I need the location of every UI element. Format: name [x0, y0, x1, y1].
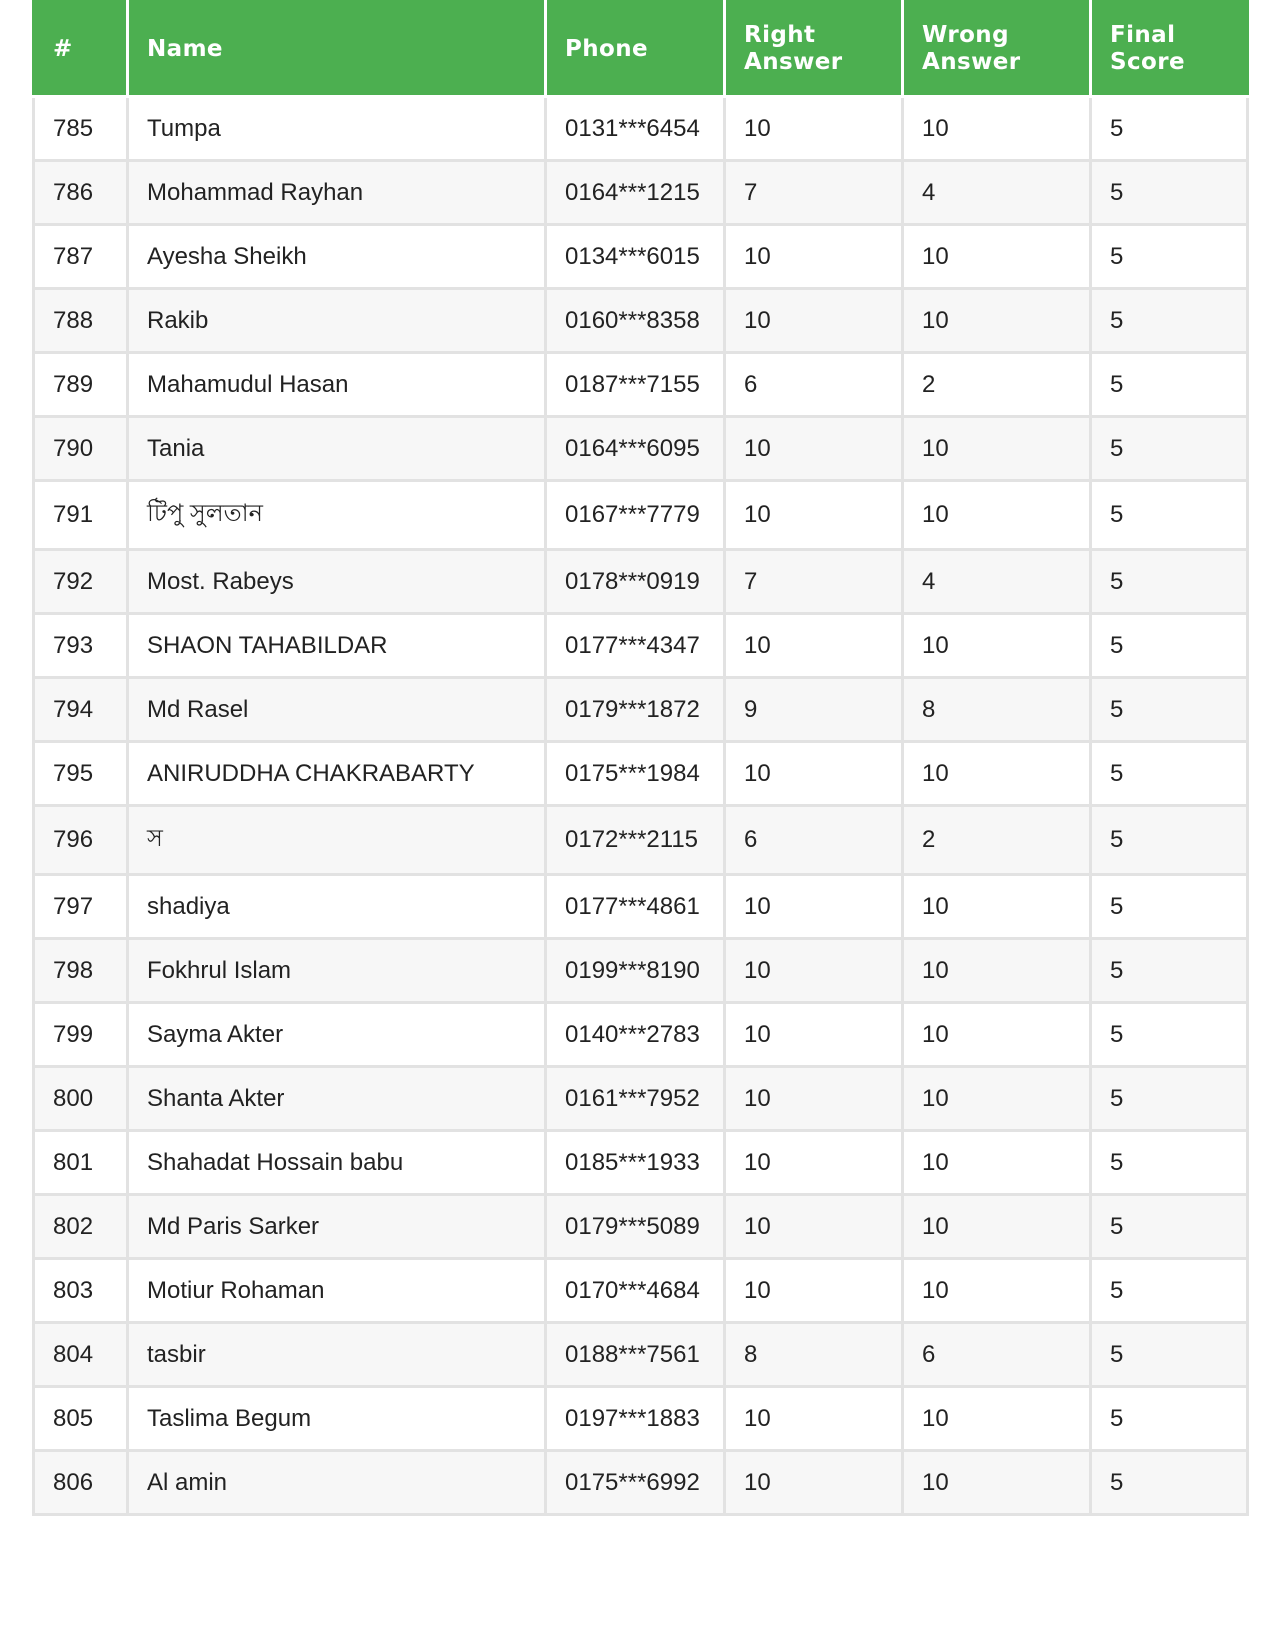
cell-wrong-answer: 10 [903, 1259, 1091, 1323]
header-name: Name [128, 2, 546, 97]
table-header [34, 2, 1248, 97]
cell-right-answer: 10 [725, 417, 903, 481]
cell-final-score: 5 [1091, 678, 1248, 742]
table-row [34, 1259, 1248, 1323]
cell-number: 787 [34, 225, 128, 289]
cell-number: 785 [34, 97, 128, 161]
cell-right-answer: 10 [725, 939, 903, 1003]
cell-phone: 0197***1883 [546, 1387, 725, 1451]
table-row [34, 1451, 1248, 1515]
table-row [34, 875, 1248, 939]
cell-number: 803 [34, 1259, 128, 1323]
cell-right-answer: 10 [725, 1131, 903, 1195]
table-row [34, 225, 1248, 289]
cell-number: 797 [34, 875, 128, 939]
cell-number: 795 [34, 742, 128, 806]
results-table [32, 0, 1249, 1516]
cell-phone: 0161***7952 [546, 1067, 725, 1131]
cell-right-answer: 10 [725, 225, 903, 289]
cell-phone: 0134***6015 [546, 225, 725, 289]
cell-final-score: 5 [1091, 1067, 1248, 1131]
cell-wrong-answer: 10 [903, 1067, 1091, 1131]
cell-right-answer: 9 [725, 678, 903, 742]
cell-name: টিপু সুলতান [128, 481, 546, 550]
cell-wrong-answer: 10 [903, 1451, 1091, 1515]
cell-wrong-answer: 10 [903, 1195, 1091, 1259]
table-row [34, 939, 1248, 1003]
cell-name: Taslima Begum [128, 1387, 546, 1451]
header-final-score: Final Score [1091, 2, 1248, 97]
cell-name: Tania [128, 417, 546, 481]
cell-final-score: 5 [1091, 742, 1248, 806]
cell-wrong-answer: 6 [903, 1323, 1091, 1387]
cell-wrong-answer: 4 [903, 550, 1091, 614]
cell-name: ANIRUDDHA CHAKRABARTY [128, 742, 546, 806]
cell-name: স [128, 806, 546, 875]
table-row [34, 1323, 1248, 1387]
cell-wrong-answer: 10 [903, 742, 1091, 806]
cell-phone: 0167***7779 [546, 481, 725, 550]
cell-name: tasbir [128, 1323, 546, 1387]
cell-number: 793 [34, 614, 128, 678]
table-body [34, 97, 1248, 1515]
cell-right-answer: 7 [725, 161, 903, 225]
cell-phone: 0187***7155 [546, 353, 725, 417]
cell-name: Rakib [128, 289, 546, 353]
cell-wrong-answer: 2 [903, 353, 1091, 417]
cell-right-answer: 10 [725, 1451, 903, 1515]
table-row [34, 353, 1248, 417]
cell-name: Fokhrul Islam [128, 939, 546, 1003]
cell-right-answer: 6 [725, 353, 903, 417]
cell-wrong-answer: 10 [903, 1131, 1091, 1195]
cell-final-score: 5 [1091, 225, 1248, 289]
table-row [34, 417, 1248, 481]
cell-right-answer: 7 [725, 550, 903, 614]
cell-right-answer: 10 [725, 1195, 903, 1259]
header-phone: Phone [546, 2, 725, 97]
cell-wrong-answer: 10 [903, 1387, 1091, 1451]
cell-wrong-answer: 10 [903, 875, 1091, 939]
table-row [34, 97, 1248, 161]
cell-final-score: 5 [1091, 550, 1248, 614]
cell-name: Md Paris Sarker [128, 1195, 546, 1259]
cell-number: 798 [34, 939, 128, 1003]
cell-number: 790 [34, 417, 128, 481]
cell-number: 788 [34, 289, 128, 353]
cell-wrong-answer: 10 [903, 614, 1091, 678]
cell-phone: 0177***4861 [546, 875, 725, 939]
cell-name: Shahadat Hossain babu [128, 1131, 546, 1195]
cell-right-answer: 10 [725, 875, 903, 939]
cell-phone: 0185***1933 [546, 1131, 725, 1195]
table-row [34, 1131, 1248, 1195]
table-row [34, 1003, 1248, 1067]
cell-wrong-answer: 2 [903, 806, 1091, 875]
cell-name: Md Rasel [128, 678, 546, 742]
cell-phone: 0177***4347 [546, 614, 725, 678]
cell-final-score: 5 [1091, 1259, 1248, 1323]
cell-phone: 0131***6454 [546, 97, 725, 161]
cell-wrong-answer: 10 [903, 97, 1091, 161]
header-number: # [34, 2, 128, 97]
cell-wrong-answer: 10 [903, 225, 1091, 289]
cell-final-score: 5 [1091, 289, 1248, 353]
cell-final-score: 5 [1091, 1131, 1248, 1195]
cell-wrong-answer: 4 [903, 161, 1091, 225]
cell-phone: 0175***6992 [546, 1451, 725, 1515]
cell-phone: 0164***1215 [546, 161, 725, 225]
cell-phone: 0199***8190 [546, 939, 725, 1003]
table-row [34, 806, 1248, 875]
cell-name: Sayma Akter [128, 1003, 546, 1067]
cell-number: 786 [34, 161, 128, 225]
header-wrong-answer: Wrong Answer [903, 2, 1091, 97]
cell-number: 796 [34, 806, 128, 875]
table-row [34, 678, 1248, 742]
cell-right-answer: 10 [725, 1067, 903, 1131]
cell-number: 806 [34, 1451, 128, 1515]
cell-number: 789 [34, 353, 128, 417]
cell-final-score: 5 [1091, 161, 1248, 225]
cell-name: Tumpa [128, 97, 546, 161]
cell-final-score: 5 [1091, 1003, 1248, 1067]
header-row [34, 2, 1248, 97]
cell-name: Most. Rabeys [128, 550, 546, 614]
cell-final-score: 5 [1091, 939, 1248, 1003]
cell-phone: 0160***8358 [546, 289, 725, 353]
cell-number: 794 [34, 678, 128, 742]
header-right-answer: Right Answer [725, 2, 903, 97]
cell-right-answer: 10 [725, 1003, 903, 1067]
cell-phone: 0170***4684 [546, 1259, 725, 1323]
cell-number: 792 [34, 550, 128, 614]
table-row [34, 1387, 1248, 1451]
cell-final-score: 5 [1091, 1323, 1248, 1387]
cell-number: 791 [34, 481, 128, 550]
table-row [34, 550, 1248, 614]
cell-number: 802 [34, 1195, 128, 1259]
cell-wrong-answer: 10 [903, 289, 1091, 353]
cell-final-score: 5 [1091, 806, 1248, 875]
table-row [34, 289, 1248, 353]
cell-final-score: 5 [1091, 97, 1248, 161]
cell-name: Mahamudul Hasan [128, 353, 546, 417]
cell-name: Mohammad Rayhan [128, 161, 546, 225]
cell-right-answer: 10 [725, 1259, 903, 1323]
cell-right-answer: 10 [725, 742, 903, 806]
cell-final-score: 5 [1091, 1195, 1248, 1259]
table-row [34, 161, 1248, 225]
cell-name: SHAON TAHABILDAR [128, 614, 546, 678]
cell-right-answer: 6 [725, 806, 903, 875]
cell-final-score: 5 [1091, 353, 1248, 417]
table-row [34, 1067, 1248, 1131]
cell-phone: 0175***1984 [546, 742, 725, 806]
cell-final-score: 5 [1091, 1387, 1248, 1451]
cell-final-score: 5 [1091, 481, 1248, 550]
table-row [34, 742, 1248, 806]
cell-name: Al amin [128, 1451, 546, 1515]
cell-final-score: 5 [1091, 614, 1248, 678]
cell-right-answer: 10 [725, 614, 903, 678]
cell-right-answer: 8 [725, 1323, 903, 1387]
cell-number: 800 [34, 1067, 128, 1131]
cell-number: 799 [34, 1003, 128, 1067]
cell-right-answer: 10 [725, 481, 903, 550]
cell-phone: 0178***0919 [546, 550, 725, 614]
table-row [34, 481, 1248, 550]
cell-number: 804 [34, 1323, 128, 1387]
cell-right-answer: 10 [725, 1387, 903, 1451]
table-row [34, 1195, 1248, 1259]
table-row [34, 614, 1248, 678]
cell-right-answer: 10 [725, 97, 903, 161]
cell-number: 805 [34, 1387, 128, 1451]
cell-number: 801 [34, 1131, 128, 1195]
cell-phone: 0188***7561 [546, 1323, 725, 1387]
cell-wrong-answer: 10 [903, 939, 1091, 1003]
cell-phone: 0179***1872 [546, 678, 725, 742]
cell-wrong-answer: 10 [903, 417, 1091, 481]
cell-right-answer: 10 [725, 289, 903, 353]
cell-final-score: 5 [1091, 1451, 1248, 1515]
cell-final-score: 5 [1091, 417, 1248, 481]
cell-name: shadiya [128, 875, 546, 939]
cell-wrong-answer: 8 [903, 678, 1091, 742]
cell-phone: 0164***6095 [546, 417, 725, 481]
cell-phone: 0179***5089 [546, 1195, 725, 1259]
cell-name: Shanta Akter [128, 1067, 546, 1131]
cell-phone: 0172***2115 [546, 806, 725, 875]
cell-phone: 0140***2783 [546, 1003, 725, 1067]
cell-final-score: 5 [1091, 875, 1248, 939]
cell-wrong-answer: 10 [903, 1003, 1091, 1067]
cell-wrong-answer: 10 [903, 481, 1091, 550]
cell-name: Motiur Rohaman [128, 1259, 546, 1323]
cell-name: Ayesha Sheikh [128, 225, 546, 289]
